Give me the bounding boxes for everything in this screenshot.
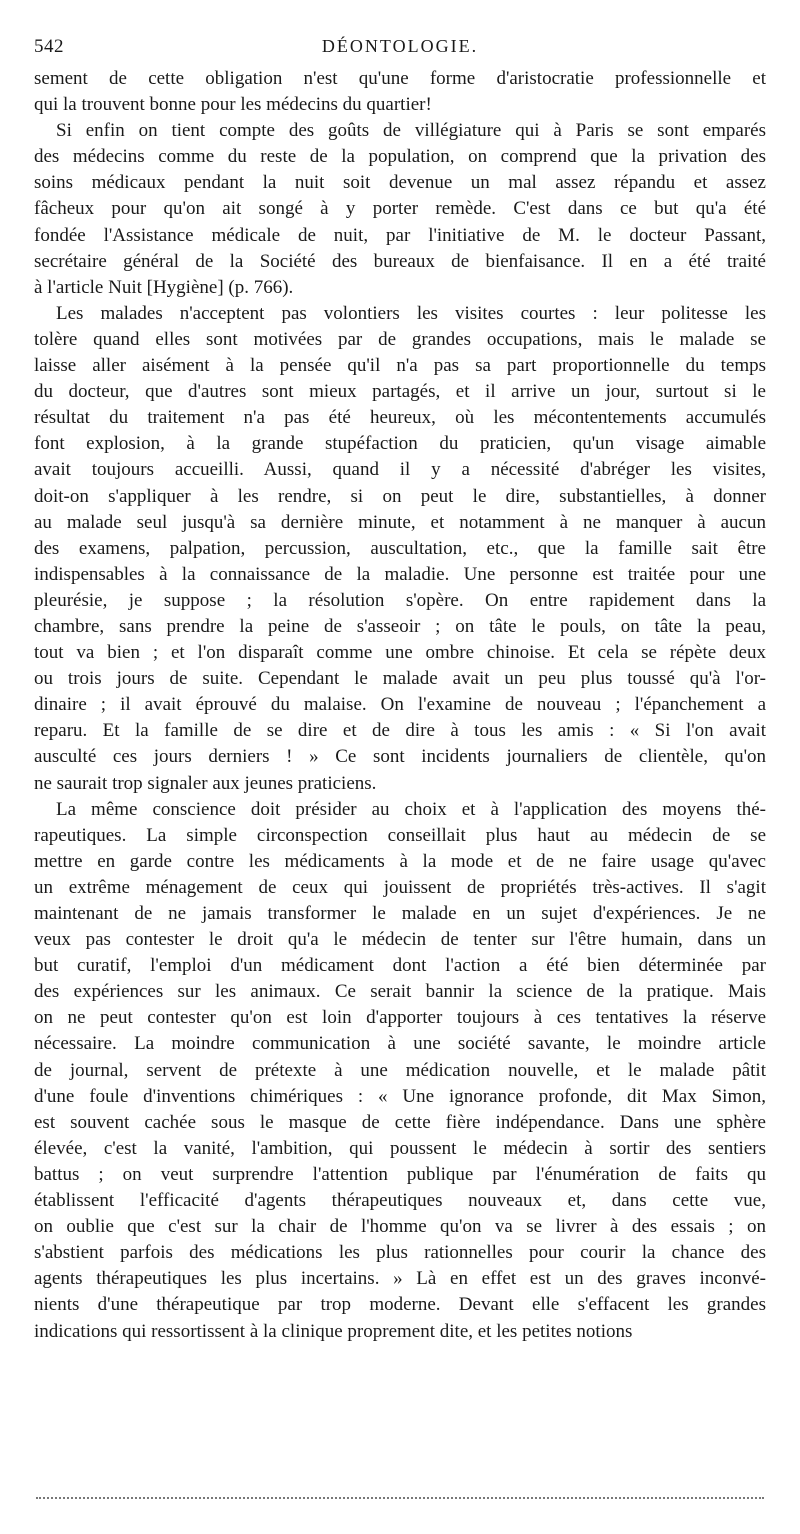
text-line: sement de cette obligation n'est qu'une forme d'aristocratie professionnelle et: [34, 68, 766, 89]
text-line: mettre en garde contre les médicaments à la mode et de ne faire usage qu'avec: [34, 850, 766, 872]
text-line: un extrême ménagement de ceux qui jouissent de propriétés très-actives. Il s'agit: [34, 876, 766, 898]
text-line: tout va bien ; et l'on disparaît comme une ombre chinoise. Et cela se répète deux: [34, 642, 766, 664]
footer-dotted-rule: [36, 1497, 764, 1499]
text-line: d'une foule d'inventions chimériques : « Une ignorance profonde, dit Max Simon,: [34, 1085, 766, 1107]
text-line: fondée l'Assistance médicale de nuit, par l'initiative de M. le docteur Passant,: [34, 224, 766, 246]
text-line: doit-on s'appliquer à les rendre, si on peut le dire, substantielles, à donner: [34, 485, 766, 507]
text-line: maintenant de ne jamais transformer le malade en un sujet d'expériences. Je ne: [34, 903, 766, 924]
text-line: indispensables à la connaissance de la maladie. Une personne est traitée pour une: [34, 563, 766, 585]
body-text: [34, 66, 766, 1345]
text-line: rapeutiques. La simple circonspection conseillait plus haut au médecin de se: [34, 824, 766, 846]
page-header: [34, 28, 766, 62]
text-line: est souvent cachée sous le masque de cette fière indépendance. Dans une sphère: [34, 1111, 766, 1133]
text-line: au malade seul jusqu'à sa dernière minute, et notamment à ne manquer à aucun: [34, 511, 766, 533]
text-line: agents thérapeutiques les plus incertains. » Là en effet est un des graves inconvé-: [34, 1268, 766, 1290]
text-line: secrétaire général de la Société des bureaux de bienfaisance. Il en a été traité: [34, 250, 766, 272]
text-line: but curatif, l'emploi d'un médicament dont l'action a été bien déterminée par: [34, 955, 766, 977]
text-line: indications qui ressortissent à la clinique proprement dite, et les petites notions: [34, 1320, 633, 1342]
text-line: chambre, sans prendre la peine de s'asseoir ; on tâte le pouls, on tâte la peau,: [34, 615, 766, 637]
text-line: veux pas contester le droit qu'a le médecin de tenter sur l'être humain, dans un: [34, 929, 766, 951]
text-line: nécessaire. La moindre communication à une société savante, le moindre article: [34, 1033, 766, 1055]
text-line: La même conscience doit présider au choix et à l'application des moyens thé-: [56, 798, 766, 820]
text-line: des médecins comme du reste de la population, on comprend que la privation des: [34, 146, 766, 168]
text-line: des expériences sur les animaux. Ce serait bannir la science de la pratique. Mais: [34, 981, 766, 1003]
text-line: reparu. Et la famille de se dire et de dire à tous les amis : « Si l'on avait: [34, 720, 766, 742]
text-line: des examens, palpation, percussion, auscultation, etc., que la famille sait être: [34, 537, 766, 559]
text-line: soins médicaux pendant la nuit soit devenue un mal assez répandu et assez: [34, 172, 766, 194]
text-line: ou trois jours de suite. Cependant le malade avait un peu plus toussé qu'à l'or-: [34, 668, 766, 690]
text-line: résultat du traitement n'a pas été heureux, où les mécontentements accumulés: [34, 407, 766, 429]
text-line: de journal, servent de prétexte à une médication nouvelle, et le malade pâtit: [34, 1059, 766, 1081]
text-line: battus ; on veut surprendre l'attention publique par l'énumération de faits qu: [34, 1163, 766, 1185]
text-line: font explosion, à la grande stupéfaction du praticien, qu'un visage aimable: [34, 433, 766, 455]
text-line: dinaire ; il avait éprouvé du malaise. On l'examine de nouveau ; l'épanchement a: [34, 694, 766, 716]
text-line: on ne peut contester qu'on est loin d'apporter toujours à ces tentatives la réserve: [34, 1007, 766, 1029]
text-line: ausculté ces jours derniers ! » Ce sont incidents journaliers de clientèle, qu'on: [34, 746, 766, 768]
text-line: Si enfin on tient compte des goûts de villégiature qui à Paris se sont emparés: [56, 120, 766, 142]
running-title: DÉONTOLOGIE.: [321, 36, 479, 56]
text-line: du docteur, que d'autres sont mieux partagés, et il arrive un jour, surtout si le: [34, 381, 766, 403]
text-line: pleurésie, je suppose ; la résolution s'opère. On entre rapidement dans la: [34, 589, 766, 611]
text-line: on oublie que c'est sur la chair de l'homme qu'on va se livrer à des essais ; on: [34, 1216, 766, 1238]
text-line: s'abstient parfois des médications les plus rationnelles pour courir la chance des: [34, 1242, 766, 1264]
text-line: Les malades n'acceptent pas volontiers les visites courtes : leur politesse les: [56, 302, 766, 324]
text-line: fâcheux pour qu'on ait songé à y porter remède. C'est dans ce but qu'a été: [34, 198, 766, 220]
text-line: élevée, c'est la vanité, l'ambition, qui poussent le médecin à sortir des sentiers: [34, 1137, 766, 1159]
text-line: avait toujours accueilli. Aussi, quand il y a nécessité d'abréger les visites,: [34, 459, 766, 481]
text-line: ne saurait trop signaler aux jeunes praticiens.: [34, 772, 377, 794]
text-line: établissent l'efficacité d'agents thérapeutiques nouveaux et, dans cette vue,: [34, 1190, 766, 1212]
text-line: qui la trouvent bonne pour les médecins du quartier!: [34, 94, 432, 116]
text-line: à l'article Nuit [Hygiène] (p. 766).: [34, 276, 294, 298]
text-line: nients d'une thérapeutique par trop moderne. Devant elle s'effacent les grandes: [34, 1294, 766, 1316]
text-line: tolère quand elles sont motivées par de grandes occupations, mais le malade se: [34, 328, 766, 350]
text-line: laisse aller aisément à la pensée qu'il n'a pas sa part proportionnelle du temps: [34, 355, 766, 377]
page-number: 542: [34, 36, 64, 57]
